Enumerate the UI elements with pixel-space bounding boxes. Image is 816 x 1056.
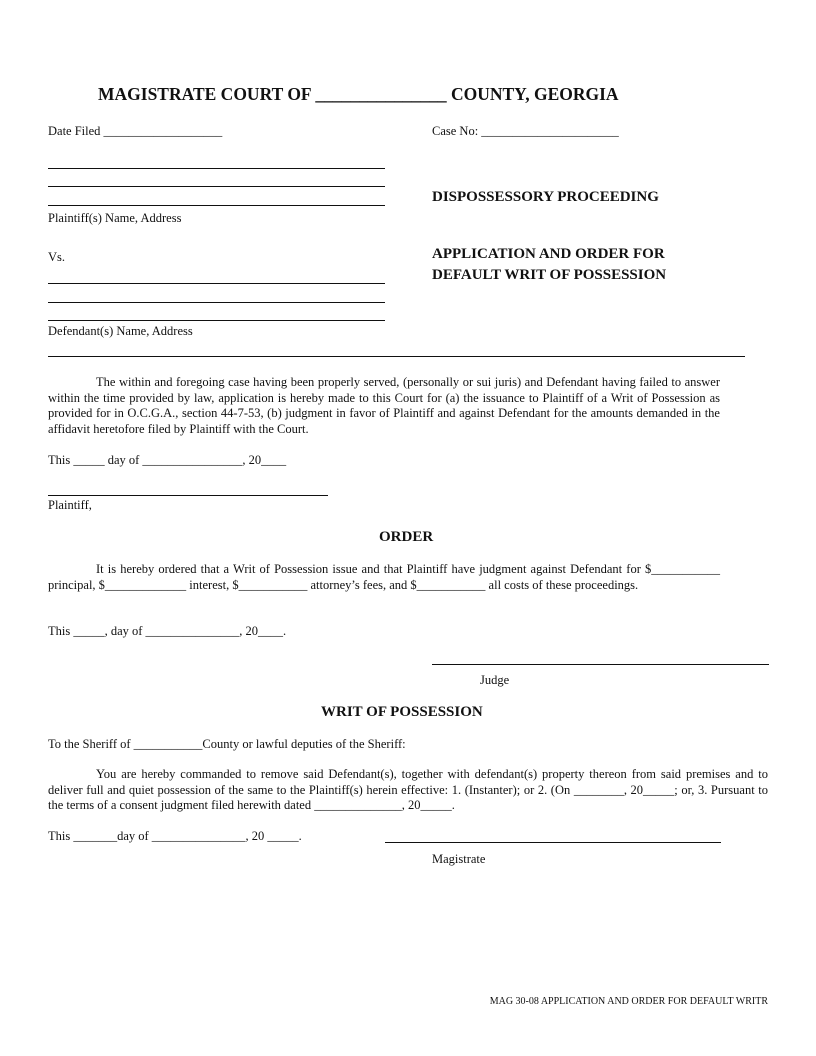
plaintiff-signature-line[interactable]	[48, 495, 328, 496]
form-footer: MAG 30-08 APPLICATION AND ORDER FOR DEFAULT WRITR	[489, 996, 768, 1007]
date-filed-field[interactable]: Date Filed ___________________	[48, 124, 223, 138]
defendant-line-2[interactable]	[48, 302, 385, 303]
writ-heading: WRIT OF POSSESSION	[321, 704, 483, 720]
judge-signature-line[interactable]	[432, 664, 769, 665]
defendant-label: Defendant(s) Name, Address	[48, 324, 193, 338]
case-number-field[interactable]: Case No: ______________________	[432, 124, 619, 138]
dispossessory-heading: DISPOSSESSORY PROCEEDING	[432, 189, 659, 205]
judge-signature-label: Judge	[480, 673, 510, 687]
defendant-line-3[interactable]	[48, 320, 385, 321]
vs-label: Vs.	[48, 250, 66, 264]
application-paragraph: The within and foregoing case having been properly served, (personally or sui juris) and Defendant having failed to answer within the time provided by law, application is hereby made to this Court for (a) the issuance to Plaintiff of a Writ of Possession as provided for in O.C.G.A., section 44-7-53, (b) judgment in favor of Plaintiff and against Defendant for the amounts demanded in the affidavit heretofore filed by Plaintiff with the Court.	[48, 375, 720, 436]
plaintiff-line-1[interactable]	[48, 168, 385, 169]
section-divider	[48, 356, 745, 357]
plaintiff-label: Plaintiff(s) Name, Address	[48, 211, 182, 225]
application-date-line[interactable]: This _____ day of ________________, 20____	[48, 453, 287, 467]
order-date-line[interactable]: This _____, day of _______________, 20____.	[48, 624, 287, 638]
magistrate-signature-line[interactable]	[385, 842, 721, 843]
writ-paragraph: You are hereby commanded to remove said Defendant(s), together with defendant(s) property thereon from said premises and to deliver full and quiet possession of the same to the Plaintiff(s) herein effective: 1. (Instanter); or 2. (On ________, 20_____; or, 3. Pursuant to the terms of a consent judgment filed herewith dated ______________, 20_____.	[48, 767, 768, 812]
application-heading-line-2: DEFAULT WRIT OF POSSESSION	[432, 267, 667, 283]
court-title: MAGISTRATE COURT OF _______________ COUNTY, GEORGIA	[98, 84, 619, 104]
defendant-line-1[interactable]	[48, 283, 385, 284]
application-heading-line-1: APPLICATION AND ORDER FOR	[432, 246, 665, 262]
plaintiff-signature-label: Plaintiff,	[48, 498, 92, 512]
order-paragraph: It is hereby ordered that a Writ of Possession issue and that Plaintiff have judgment against Defendant for $___________ principal, $_____________ interest, $___________ attorney’s fees, and $___________ all costs of these proceedings.	[48, 562, 720, 592]
order-heading: ORDER	[379, 529, 434, 545]
writ-to-sheriff[interactable]: To the Sheriff of ___________County or lawful deputies of the Sheriff:	[48, 737, 406, 751]
plaintiff-line-3[interactable]	[48, 205, 385, 206]
plaintiff-line-2[interactable]	[48, 186, 385, 187]
magistrate-signature-label: Magistrate	[432, 852, 486, 866]
writ-date-line[interactable]: This _______day of _______________, 20 _____.	[48, 829, 302, 843]
